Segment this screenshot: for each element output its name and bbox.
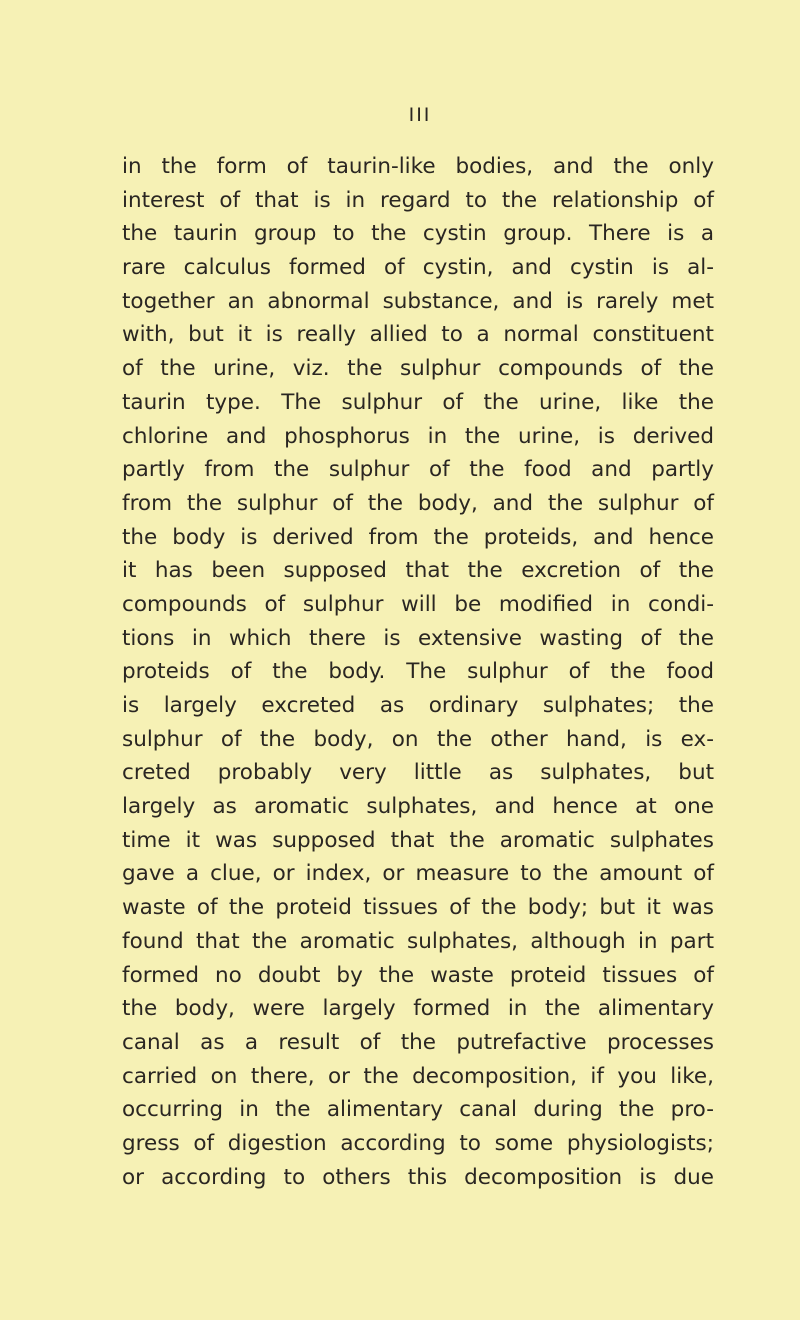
text-line: in the form of taurin-like bodies, and the only — [122, 154, 714, 179]
text-line: partly from the sulphur of the food and partly — [122, 457, 714, 483]
text-line: time it was supposed that the aromatic sulphates — [122, 827, 714, 853]
text-line: found that the aromatic sulphates, although in part — [122, 928, 714, 954]
text-line: of the urine, viz. the sulphur compounds of the — [122, 356, 714, 382]
text-line: rare calculus formed of cystin, and cystin is al- — [122, 255, 714, 281]
text-line: creted probably very little as sulphates, but — [122, 760, 714, 786]
text-line: waste of the proteid tissues of the body; but it was — [122, 895, 714, 921]
text-line: largely as aromatic sulphates, and hence at one — [122, 794, 714, 820]
text-line: it has been supposed that the excretion of the — [122, 558, 714, 584]
text-line: carried on there, or the decomposition, if you like, — [122, 1063, 714, 1089]
text-line: chlorine and phosphorus in the urine, is derived — [122, 423, 714, 449]
text-line: interest of that is in regard to the relationship of — [122, 187, 714, 213]
text-line: is largely excreted as ordinary sulphates; the — [122, 693, 714, 718]
text-line: with, but it is really allied to a normal constituent — [122, 322, 714, 348]
text-line: taurin type. The sulphur of the urine, like the — [122, 389, 714, 415]
body-text — [122, 150, 714, 1194]
text-line: the body, were largely formed in the alimentary — [122, 996, 714, 1022]
text-line: gave a clue, or index, or measure to the amount of — [122, 861, 714, 887]
text-line: proteids of the body. The sulphur of the food — [122, 659, 714, 685]
text-line: canal as a result of the putrefactive processes — [122, 1029, 714, 1055]
text-line: the body is derived from the proteids, and hence — [122, 524, 714, 550]
page-number: III — [408, 104, 432, 126]
text-line: occurring in the alimentary canal during the pro- — [122, 1097, 714, 1123]
text-line: or according to others this decomposition is due — [122, 1164, 714, 1190]
text-line: compounds of sulphur will be modified in condi- — [122, 591, 714, 617]
text-line: sulphur of the body, on the other hand, is ex- — [122, 726, 714, 752]
text-line: the taurin group to the cystin group. There is a — [122, 221, 714, 247]
text-line: tions in which there is extensive wasting of the — [122, 625, 714, 651]
text-line: formed no doubt by the waste proteid tissues of — [122, 962, 714, 988]
text-line: from the sulphur of the body, and the sulphur of — [122, 490, 714, 516]
text-line: together an abnormal substance, and is rarely met — [122, 288, 714, 314]
text-line: gress of digestion according to some physiologists; — [122, 1130, 714, 1156]
